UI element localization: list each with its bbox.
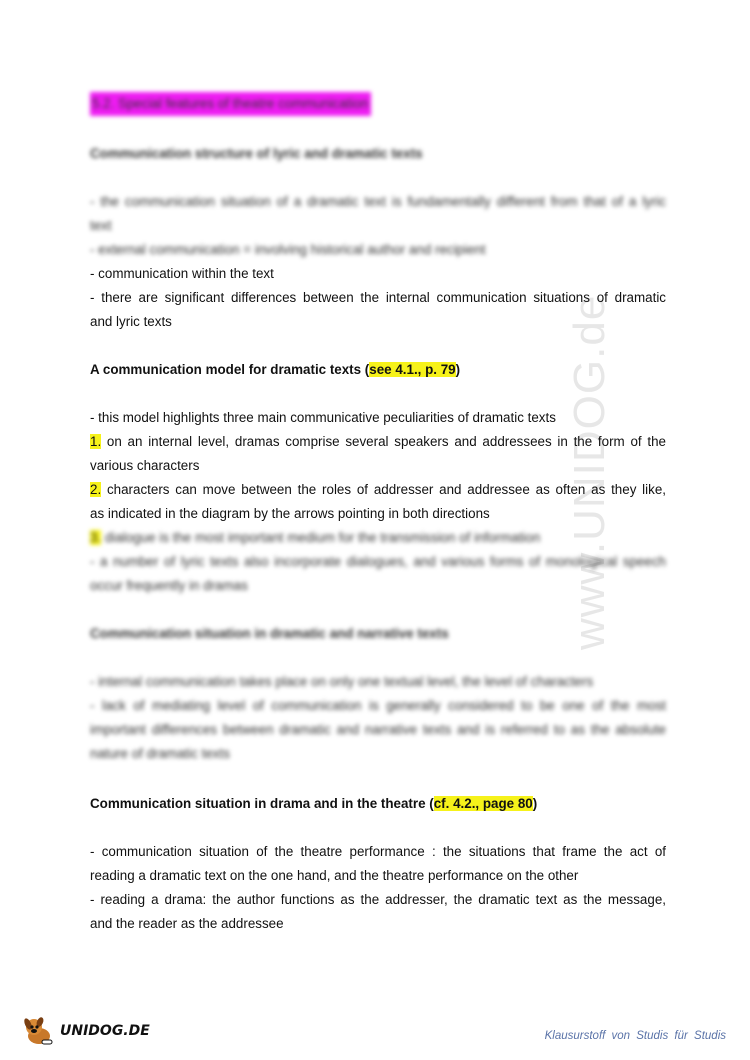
section-heading-text: 5.2. Special features of theatre communication (90, 92, 371, 116)
unidog-logo (22, 1016, 150, 1046)
paragraph-line: text (90, 218, 112, 233)
list-text: characters can move between the roles of addresser and addressee as often as they like, (101, 482, 666, 497)
list-item (90, 482, 666, 498)
subheading-theatre (90, 796, 537, 812)
paragraph-line: important differences between dramatic and narrative texts and is referred to as the absolute (90, 722, 666, 737)
paragraph-line: reading a dramatic text on the one hand, and the theatre performance on the other (90, 868, 579, 883)
paragraph-line: - internal communication takes place on only one textual level, the level of characters (90, 674, 594, 689)
paragraph-line: - communication situation of the theatre performance : the situations that frame the act of (90, 844, 666, 859)
list-item (90, 530, 540, 546)
paragraph-line: occur frequently in dramas (90, 578, 248, 593)
paragraph-line: - reading a drama: the author functions as the addresser, the dramatic text as the message, (90, 892, 666, 907)
section-heading (90, 96, 371, 112)
logo-text: UNIDOG.DE (60, 1023, 150, 1039)
paragraph-line: - lack of mediating level of communication is generally considered to be one of the most (90, 698, 666, 713)
subheading-narrative: Communication situation in dramatic and narrative texts (90, 626, 449, 641)
paragraph-line: nature of dramatic texts (90, 746, 230, 761)
list-number: 3. (90, 530, 102, 545)
paragraph-line: - there are significant differences between the internal communication situations of dramatic (90, 290, 666, 305)
subheading-close: ) (455, 362, 461, 377)
list-text: on an internal level, dramas comprise several speakers and addressees in the form of the (101, 434, 666, 449)
footer-tagline: Klausurstoff von Studis für Studis (544, 1030, 726, 1042)
reference-highlight: cf. 4.2., page 80 (433, 796, 533, 811)
paragraph-line: - the communication situation of a dramatic text is fundamentally different from that of a lyric (90, 194, 666, 209)
watermark: www.UNIDOG.de (565, 294, 614, 650)
list-number: 1. (90, 434, 102, 449)
subheading-close: ) (532, 796, 538, 811)
subheading-theatre-text: Communication situation in drama and in the theatre ( (90, 796, 434, 811)
paragraph-line: various characters (90, 458, 200, 473)
paragraph-line: - external communication = involving historical author and recipient (90, 242, 486, 257)
paragraph-line: and the reader as the addressee (90, 916, 284, 931)
paragraph-line: as indicated in the diagram by the arrows pointing in both directions (90, 506, 490, 521)
paragraph-line: - communication within the text (90, 266, 274, 281)
subheading-model (90, 362, 460, 378)
list-number: 2. (90, 482, 102, 497)
list-item (90, 434, 666, 450)
dog-mascot-icon (22, 1016, 56, 1046)
paragraph-line: and lyric texts (90, 314, 172, 329)
reference-highlight: see 4.1., p. 79 (369, 362, 456, 377)
subheading-structure: Communication structure of lyric and dramatic texts (90, 146, 423, 161)
paragraph-line: - this model highlights three main communicative peculiarities of dramatic texts (90, 410, 556, 425)
subheading-model-text: A communication model for dramatic texts ( (90, 362, 370, 377)
paragraph-line: - a number of lyric texts also incorporate dialogues, and various forms of monological speech (90, 554, 666, 569)
list-text: dialogue is the most important medium for the transmission of information (101, 530, 541, 545)
